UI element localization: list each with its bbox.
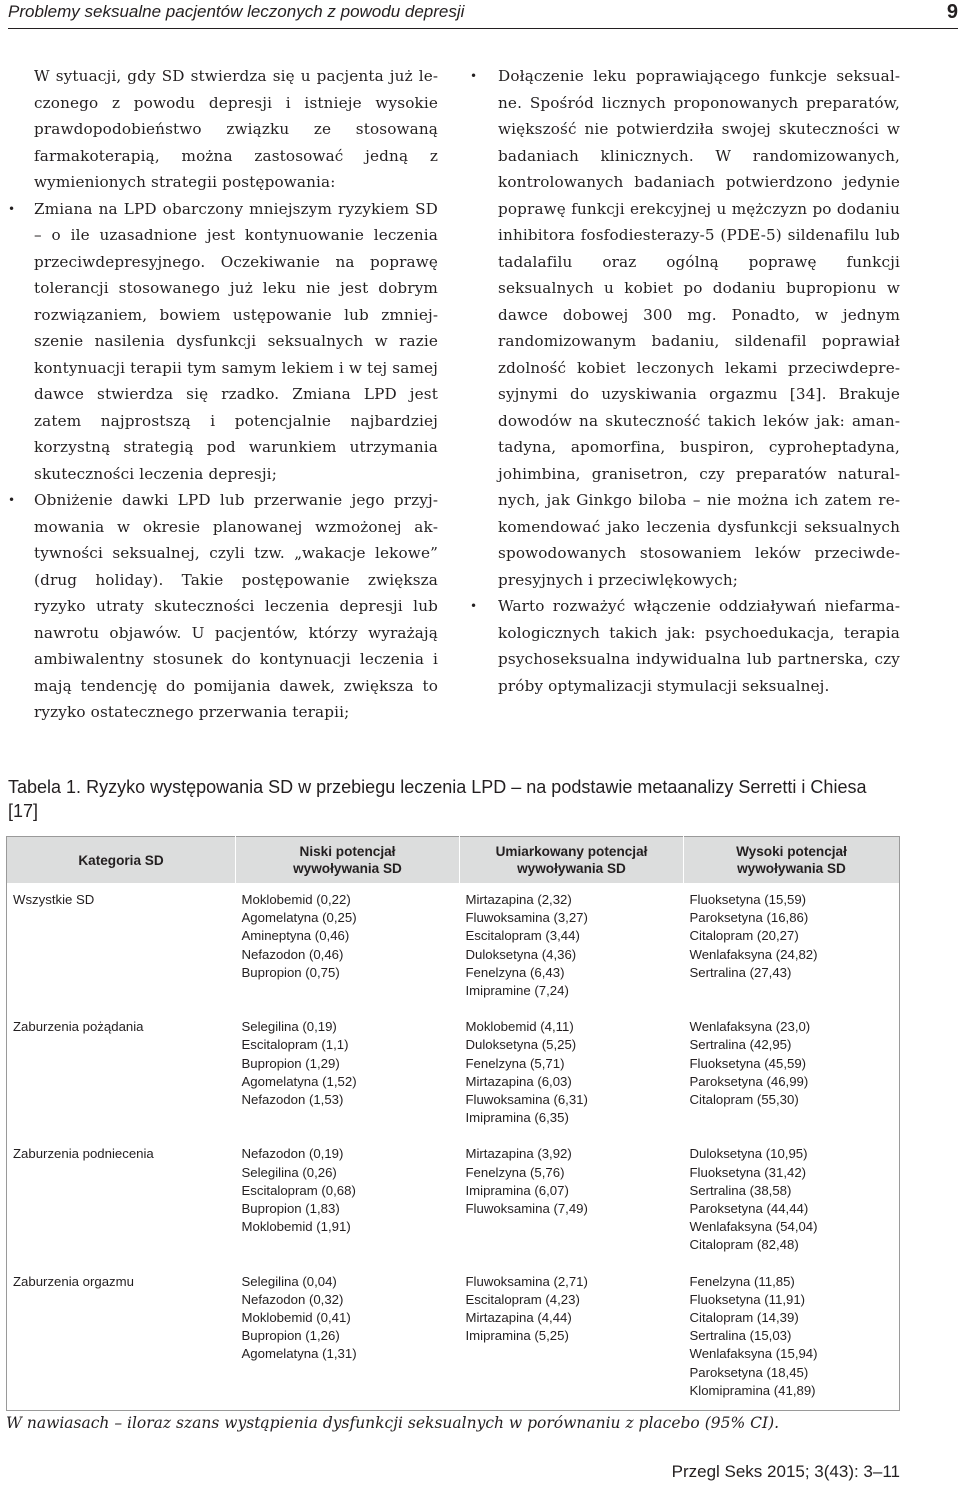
drug-entry: Imipramina (6,07) [465,1182,569,1198]
running-title: Problemy seksualne pacjentów leczonych z powodu depresji [8,2,465,21]
table-caption [8,775,868,823]
drug-entry: Moklobemid (0,41) [241,1310,351,1326]
drug-entry: Escitalopram (1,1) [241,1037,349,1053]
low-cell [236,1010,460,1137]
drug-entry: Bupropion (1,29) [241,1055,340,1071]
table-row [7,883,900,1010]
moderate-cell [460,883,684,1010]
list-item: • Obniżenie dawki LPD lub przerwanie jego przyjmowania w okresie planowanej wzmożonej aktywności seksualnej, czyli tzw. „wakacje lekowe” (drug holiday). Takie postępowanie zwiększa ryzyko utraty skuteczności leczenia depresji lub nawrotu objawów. U pacjentów, którzy wyrażają ambiwalentny stosunek do kontynuacji leczenia i mają tendencję do pomijania dawek, zwiększa to ryzyko ostatecznego przerwania terapii; [34,487,438,726]
high-cell [684,883,900,1010]
drug-entry: Fluwoksamina (6,31) [465,1092,588,1108]
header-low [236,837,460,884]
drug-entry: Citalopram (55,30) [689,1092,799,1108]
drug-entry: Moklobemid (4,11) [465,1019,574,1035]
low-cell [236,1265,460,1411]
drug-entry: Klomipramina (41,89) [689,1382,816,1398]
moderate-cell [460,1265,684,1411]
drug-entry: Duloksetyna (4,36) [465,946,577,962]
drug-entry: Sertralina (27,43) [689,964,792,980]
drug-entry: Moklobemid (1,91) [241,1219,351,1235]
high-cell [684,1010,900,1137]
drug-entry: Escitalopram (4,23) [465,1291,580,1307]
strategy-list-left [34,196,438,726]
drug-entry: Paroksetyna (44,44) [689,1201,809,1217]
low-cell [236,1137,460,1264]
drug-entry: Bupropion (1,83) [241,1201,340,1217]
category-cell: Zaburzenia pożądania [13,1019,144,1035]
table-row [7,1265,900,1411]
drug-entry: Mirtazapina (3,92) [465,1146,572,1162]
drug-entry: Wenlafaksyna (54,04) [689,1219,818,1235]
drug-entry: Bupropion (1,26) [241,1328,340,1344]
drug-entry: Fluoksetyna (15,59) [689,892,807,907]
drug-entry: Fluwoksamina (3,27) [465,910,588,926]
category-cell: Zaburzenia podniecenia [13,1146,154,1162]
drug-entry: Bupropion (0,75) [241,964,340,980]
header-category: Kategoria SD [7,837,236,884]
drug-entry: Wenlafaksyna (24,82) [689,946,818,962]
drug-entry: Imipramina (6,35) [465,1110,569,1126]
moderate-cell [460,1010,684,1137]
drug-entry: Citalopram (82,48) [689,1237,799,1253]
header-moderate-text: Umiarkowany potencjał wywoływania SD [495,844,648,876]
drug-entry: Fluoksetyna (45,59) [689,1055,807,1071]
right-column [470,63,900,699]
drug-entry: Duloksetyna (5,25) [465,1037,577,1053]
drug-entry: Nefazodon (0,46) [241,946,344,962]
drug-entry: Sertralina (42,95) [689,1037,792,1053]
drug-entry: Duloksetyna (10,95) [689,1146,808,1162]
drug-entry: Escitalopram (0,68) [241,1182,356,1198]
header-high-text: Wysoki potencjał wywoływania SD [736,844,847,876]
table-header-row [7,837,900,884]
drug-entry: Sertralina (38,58) [689,1182,792,1198]
drug-entry: Selegilina (0,19) [241,1019,337,1035]
drug-entry: Imipramine (7,24) [465,983,569,999]
drug-entry: Fenelzyna (5,71) [465,1055,565,1071]
drug-entry: Nefazodon (1,53) [241,1092,344,1108]
table-row [7,1010,900,1137]
risk-table [6,836,900,1411]
list-item: • Warto rozważyć włączenie oddziaływań niefarmakologicznych takich jak: psychoedukacja, terapia psychoseksualna indywidualna lub partnerska, czy próby optymalizacji stymulacji seksualnej. [470,593,900,699]
drug-entry: Selegilina (0,04) [241,1273,337,1289]
running-header [8,2,958,28]
journal-citation: Przegl Seks 2015; 3(43): 3–11 [671,1462,900,1481]
header-rule [8,28,958,29]
low-cell [236,883,460,1010]
drug-entry: Citalopram (20,27) [689,928,799,944]
drug-entry: Agomelatyna (0,25) [241,910,357,926]
drug-entry: Selegilina (0,26) [241,1164,337,1180]
header-moderate [460,837,684,884]
list-item: • Dołączenie leku poprawiającego funkcje seksualne. Spośród licznych proponowanych preparatów, większość nie potwierdziła swojej skuteczności w badaniach klinicznych. W randomizowanych, kontrolowanych badaniach potwierdzono jedynie poprawę funkcji erekcyjnej u mężczyzn po dodaniu inhibitora fosfodiesterazy-5 (PDE-5) sildenafilu lub tadalafilu oraz ogólną poprawę funkcji seksualnych u kobiet po dodaniu bupropionu w dawce dobowej 300 mg. Ponadto, w jednym randomizowanym badaniu, sildenafil poprawiał zdolność kobiet leczonych lekami przeciwdepresyjnymi do uzyskiwania orgazmu [34]. Brakuje dowodów na skuteczność takich leków jak: amantadyna, apomorfina, buspiron, cyproheptadyna, johimbina, granisetron, czy preparatów naturalnych, jak Ginkgo biloba – nie można ich zatem rekomendować jako leczenia dysfunkcji seksualnych spowodowanych stosowaniem leków przeciwdepresyjnych i przeciwlękowych; [470,63,900,593]
drug-entry: Agomelatyna (1,52) [241,1073,357,1089]
drug-entry: Fluoksetyna (31,42) [689,1164,807,1180]
header-low-text: Niski potencjał wywoływania SD [293,844,402,876]
page-number: 9 [946,1,958,23]
header-high [684,837,900,884]
table-row [7,1137,900,1264]
moderate-cell [460,1137,684,1264]
category-cell: Zaburzenia orgazmu [13,1273,134,1289]
drug-entry: Escitalopram (3,44) [465,928,580,944]
drug-entry: Fluoksetyna (11,91) [689,1291,806,1307]
drug-entry: Sertralina (15,03) [689,1328,792,1344]
drug-entry: Mirtazapina (2,32) [465,892,572,907]
drug-entry: Agomelatyna (1,31) [241,1346,357,1362]
drug-entry: Fenelzyna (6,43) [465,964,565,980]
drug-entry: Amineptyna (0,46) [241,928,350,944]
high-cell [684,1137,900,1264]
drug-entry: Mirtazapina (4,44) [465,1310,572,1326]
drug-entry: Fluwoksamina (7,49) [465,1201,588,1217]
drug-entry: Nefazodon (0,32) [241,1291,344,1307]
list-item: • Zmiana na LPD obarczony mniejszym ryzykiem SD – o ile uzasadnione jest kontynuowanie leczenia przeciwdepresyjnego. Oczekiwanie na poprawę tolerancji stosowanego już leku nie jest dobrym rozwiązaniem, bowiem ustępowanie lub zmniejszenie nasilenia dysfunkcji seksualnych w razie kontynuacji terapii tym samym lekiem i w tej samej dawce stwierdza się rzadko. Zmiana LPD jest zatem najprostszą i potencjalnie najbardziej korzystną strategią pod warunkiem utrzymania skuteczności leczenia depresji; [34,196,438,488]
drug-entry: Nefazodon (0,19) [241,1146,344,1162]
drug-entry: Wenlafaksyna (23,0) [689,1019,811,1035]
table-caption-text: Ryzyko występowania SD w przebiegu leczenia LPD – na podstawie metaanalizy Serretti i Chiesa [17] [8,777,867,821]
drug-entry: Fenelzyna (11,85) [689,1273,795,1289]
drug-entry: Paroksetyna (16,86) [689,910,809,926]
drug-entry: Imipramina (5,25) [465,1328,569,1344]
strategy-list-right [470,63,900,699]
drug-entry: Moklobemid (0,22) [241,892,351,907]
table-body [7,883,900,1411]
intro-paragraph: W sytuacji, gdy SD stwierdza się u pacjenta już leczonego z powodu depresji i istnieje wysokie prawdopodobieństwo związku ze stosowaną farmakoterapią, można zastosować jedną z wymienionych strategii postępowania: [34,67,438,191]
table-caption-label: Tabela 1. [8,777,82,797]
left-column [34,63,438,726]
table-note: W nawiasach – iloraz szans wystąpienia dysfunkcji seksualnych w porównaniu z placebo (95% CI). [6,1414,780,1432]
drug-entry: Paroksetyna (18,45) [689,1364,809,1380]
drug-entry: Citalopram (14,39) [689,1310,799,1326]
drug-entry: Mirtazapina (6,03) [465,1073,572,1089]
category-cell: Wszystkie SD [13,892,95,907]
drug-entry: Fluwoksamina (2,71) [465,1273,588,1289]
drug-entry: Wenlafaksyna (15,94) [689,1346,818,1362]
high-cell [684,1265,900,1411]
drug-entry: Fenelzyna (5,76) [465,1164,565,1180]
drug-entry: Paroksetyna (46,99) [689,1073,809,1089]
